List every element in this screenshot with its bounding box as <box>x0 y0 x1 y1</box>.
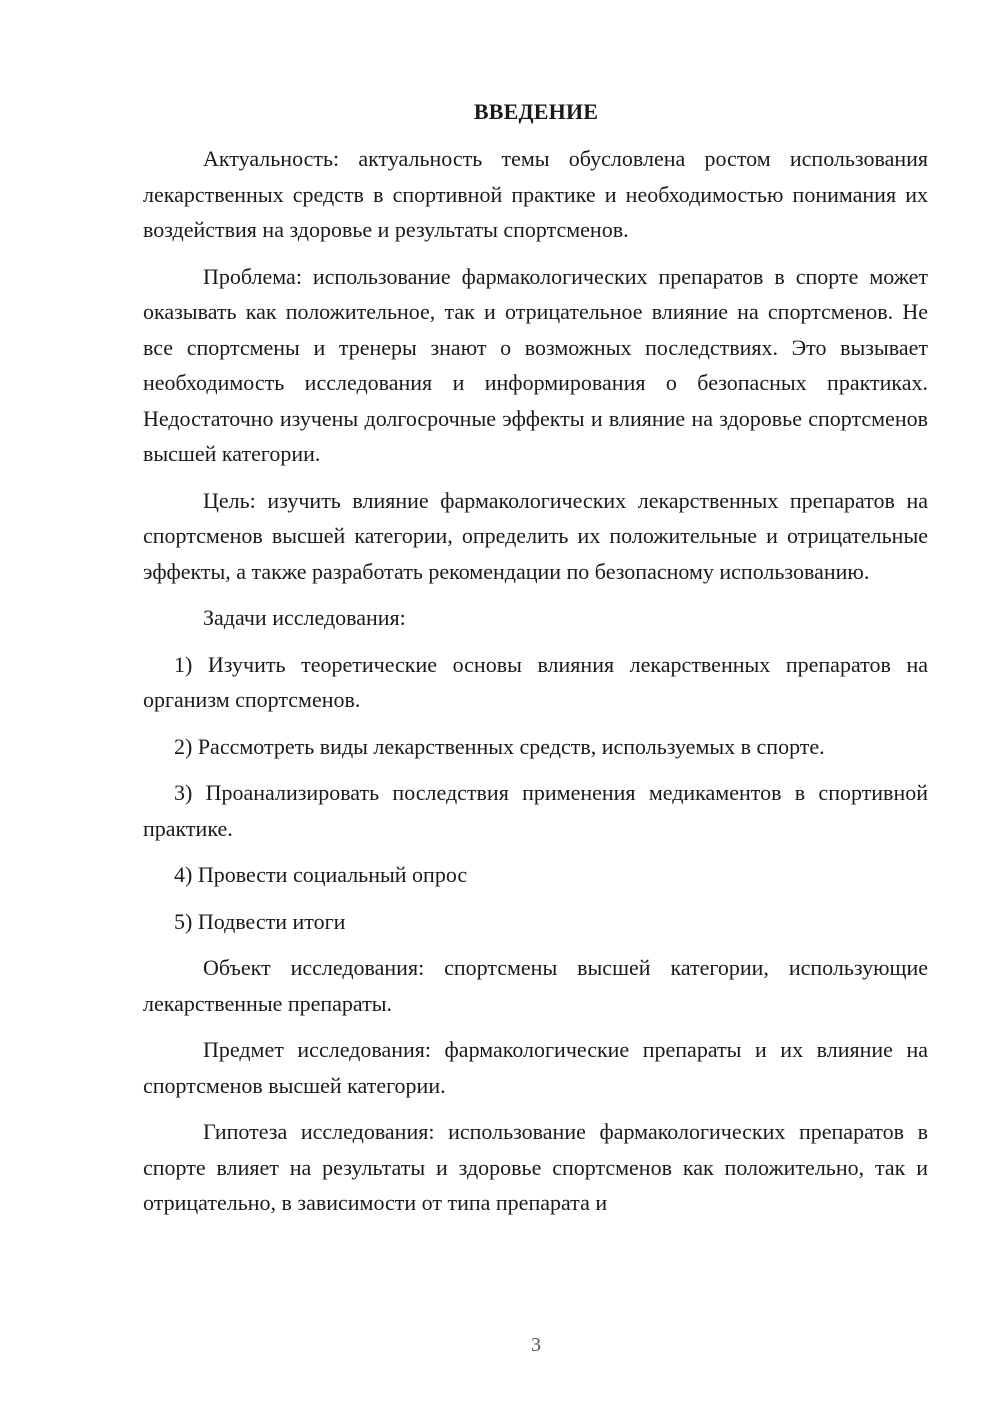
task-item: 1) Изучить теоретические основы влияния лекарственных препаратов на организм спортсменов. <box>143 651 928 712</box>
paragraph-goal: Цель: изучить влияние фармакологических лекарственных препаратов на спортсменов высшей категории, определить их положительные и отрицательные эффекты, а также разработать рекомендации по безопасному использованию. <box>143 487 928 584</box>
paragraph-tasks-heading: Задачи исследования: <box>203 605 406 630</box>
paragraph-object: Объект исследования: спортсмены высшей категории, использующие лекарственные препараты. <box>143 955 928 1016</box>
document-body <box>143 141 928 1232</box>
task-item: 4) Провести социальный опрос <box>174 862 468 887</box>
page-number: 3 <box>531 1334 541 1356</box>
paragraph-problem: Проблема: использование фармакологических препаратов в спорте может оказывать как положительное, так и отрицательное влияние на спортсменов. Не все спортсмены и тренеры знают о возможных последствиях. Это вызывает необходимость исследования и информирования о безопасных практиках. Недостаточно изучены долгосрочные эффекты и влияние на здоровье спортсменов высшей категории. <box>143 263 928 466</box>
task-item: 3) Проанализировать последствия применения медикаментов в спортивной практике. <box>143 780 928 841</box>
paragraph-subject: Предмет исследования: фармакологические препараты и их влияние на спортсменов высшей категории. <box>143 1037 928 1098</box>
page-title: ВВЕДЕНИЕ <box>473 99 599 124</box>
paragraph-relevance: Актуальность: актуальность темы обусловлена ростом использования лекарственных средств в спортивной практике и необходимостью понимания их воздействия на здоровье и результаты спортсменов. <box>143 146 928 242</box>
task-item: 5) Подвести итоги <box>174 908 346 934</box>
paragraph-hypothesis: Гипотеза исследования: использование фармакологических препаратов в спорте влияет на результаты и здоровье спортсменов как положительно, так и отрицательно, в зависимости от типа препарата и <box>143 1119 928 1215</box>
task-item: 2) Рассмотреть виды лекарственных средств, используемых в спорте. <box>174 733 825 759</box>
